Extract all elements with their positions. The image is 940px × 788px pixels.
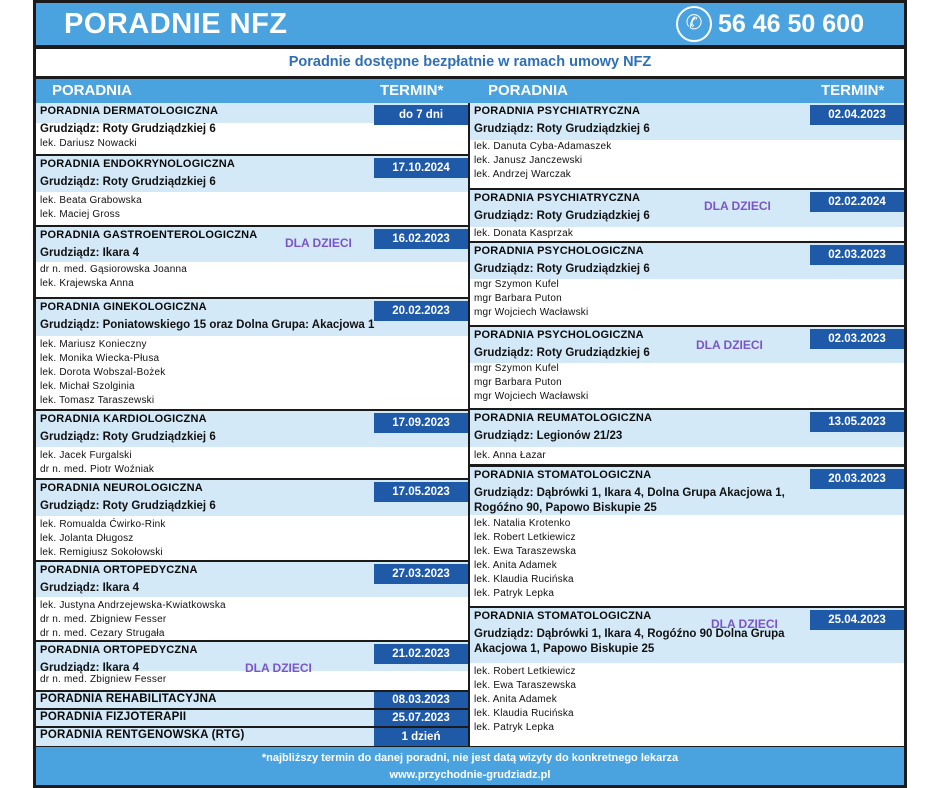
clinic-address: Grudziądz: Legionów 21/23 [474,430,623,442]
clinic-address: Grudziądz: Roty Grudziądzkiej 6 [474,123,650,135]
clinic-address: Grudziądz: Ikara 4 [40,582,140,594]
clinic-card[interactable] [36,156,468,225]
clinic-name: PORADNIA ENDOKRYNOLOGICZNA [40,158,236,170]
clinic-card[interactable] [36,728,468,746]
clinic-name: PORADNIA GASTROENTEROLOGICZNA [40,229,258,241]
term-badge: 20.02.2023 [374,301,468,321]
clinic-name: PORADNIA REUMATOLOGICZNA [474,412,653,424]
doctor-name: lek. Andrzej Warczak [474,169,571,180]
doctor-name: lek. Mariusz Konieczny [40,339,147,350]
clinic-address: Grudziądz: Roty Grudziądzkiej 6 [40,500,216,512]
clinic-name: PORADNIA PSYCHOLOGICZNA [474,245,644,257]
doctor-list [474,665,576,735]
term-badge: 02.04.2023 [810,105,904,125]
doctor-name: lek. Ewa Taraszewska [474,680,577,691]
doctor-list [474,140,612,182]
doctor-list [474,449,546,463]
clinic-name: PORADNIA PSYCHIATRYCZNA [474,192,641,204]
kids-label: DLA DZIECI [704,199,771,213]
doctor-name: mgr Barbara Puton [474,377,562,388]
term-badge: 25.07.2023 [374,710,468,726]
term-badge: 21.02.2023 [374,644,468,664]
doctor-name: mgr Barbara Puton [474,293,562,304]
clinic-card[interactable] [470,410,904,464]
doctor-name: mgr Szymon Kufel [474,279,559,290]
term-badge: 02.03.2023 [810,329,904,349]
kids-label: DLA DZIECI [245,661,312,675]
doctor-name: lek. Klaudia Rucińska [474,708,574,719]
doctor-name: lek. Donata Kasprzak [474,228,574,239]
term-badge: 1 dzień [374,728,468,746]
doctor-name: lek. Dorota Wobszal-Bożek [40,367,166,378]
doctor-list [474,362,588,404]
page-header [36,3,904,45]
term-badge: 02.02.2024 [810,192,904,212]
clinic-card[interactable] [470,103,904,188]
clinic-name: PORADNIA STOMATOLOGICZNA [474,610,652,622]
clinic-name: PORADNIA REHABILITACYJNA [40,693,217,705]
doctor-list [40,194,142,222]
clinic-address: Grudziądz: Roty Grudziądzkiej 6 [474,347,650,359]
doctor-name: lek. Ewa Taraszewska [474,546,577,557]
clinic-card[interactable] [36,642,468,690]
clinic-address: Grudziądz: Ikara 4 [40,662,140,674]
doctor-name: lek. Maciej Gross [40,209,121,220]
left-term-header: TERMIN* [380,82,444,99]
doctor-name: mgr Wojciech Wacławski [474,391,589,402]
doctor-name: lek. Remigiusz Sokołowski [40,547,163,558]
doctor-name: lek. Monika Wiecka-Płusa [40,353,160,364]
doctor-name: lek. Danuta Cyba-Adamaszek [474,141,612,152]
doctor-name: lek. Patryk Lepka [474,588,555,599]
term-badge: 25.04.2023 [810,610,904,630]
doctor-name: lek. Dariusz Nowacki [40,138,137,149]
doctor-list [40,449,154,477]
term-badge: 17.09.2023 [374,413,468,433]
clinic-card[interactable] [36,299,468,409]
clinic-name: PORADNIA PSYCHOLOGICZNA [474,329,644,341]
clinic-card[interactable] [470,190,904,241]
doctor-name: lek. Natalia Krotenko [474,518,571,529]
clinic-name: PORADNIA GINEKOLOGICZNA [40,301,207,313]
doctor-name: dr n. med. Gąsiorowska Joanna [40,264,187,275]
doctor-name: lek. Justyna Andrzejewska-Kwiatkowska [40,600,226,611]
clinic-name: PORADNIA NEUROLOGICZNA [40,482,203,494]
clinic-card[interactable] [36,103,468,154]
footer-note: *najbliższy termin do danej poradni, nie jest datą wizyty do konkretnego lekarza [261,752,679,764]
term-badge: 20.03.2023 [810,469,904,489]
clinic-name: PORADNIA KARDIOLOGICZNA [40,413,207,425]
doctor-name: dr n. med. Zbigniew Fesser [40,674,167,685]
doctor-list [40,599,226,641]
clinic-name: PORADNIA ORTOPEDYCZNA [40,644,198,656]
clinic-address: Grudziądz: Roty Grudziądzkiej 6 [40,431,216,443]
doctor-name: lek. Anita Adamek [474,560,557,571]
clinic-card[interactable] [470,608,904,746]
clinic-card[interactable] [36,562,468,640]
doctor-name: lek. Anita Adamek [474,694,557,705]
page-title: PORADNIE NFZ [64,8,288,40]
doctor-name: lek. Robert Letkiewicz [474,666,576,677]
doctor-list [40,263,187,291]
right-clinic-list [470,103,904,746]
clinic-name: PORADNIA PSYCHIATRYCZNA [474,105,641,117]
doctor-name: dr n. med. Cezary Strugała [40,628,165,639]
doctor-name: dr n. med. Zbigniew Fesser [40,614,167,625]
doctor-list [40,137,137,151]
clinic-address: Grudziądz: Dąbrówki 1, Ikara 4, Dolna Grupa Akacjowa 1, Rogóźno 90, Papowo Biskupie 25 [474,487,785,514]
doctor-name: mgr Wojciech Wacławski [474,307,589,318]
doctor-list [40,673,166,687]
doctor-name: lek. Anna Łazar [474,450,546,461]
doctor-name: lek. Robert Letkiewicz [474,532,576,543]
clinic-name: PORADNIA ORTOPEDYCZNA [40,564,198,576]
doctor-list [474,517,576,601]
clinic-name: PORADNIA DERMATOLOGICZNA [40,105,219,117]
term-badge: do 7 dni [374,105,468,125]
clinic-card[interactable] [36,411,468,478]
doctor-name: mgr Szymon Kufel [474,363,559,374]
clinic-card[interactable] [470,243,904,325]
page-footer [36,747,904,785]
left-clinic-list [36,103,468,746]
doctor-name: lek. Tomasz Taraszewski [40,395,155,406]
clinic-name: PORADNIA RENTGENOWSKA (RTG) [40,729,245,741]
kids-label: DLA DZIECI [285,236,352,250]
clinic-card[interactable] [36,710,468,726]
footer-url[interactable]: www.przychodnie-grudziadz.pl [389,769,551,781]
left-clinic-header: PORADNIA [52,82,133,99]
clinic-card[interactable] [36,227,468,297]
term-badge: 08.03.2023 [374,692,468,708]
kids-label: DLA DZIECI [711,617,778,631]
clinic-name: PORADNIA FIZJOTERAPII [40,711,187,723]
doctor-name: lek. Beata Grabowska [40,195,142,206]
term-badge: 13.05.2023 [810,412,904,432]
column-headers [36,79,904,103]
doctor-name: dr n. med. Piotr Woźniak [40,464,155,475]
clinic-address: Grudziądz: Ikara 4 [40,247,140,259]
clinic-address: Grudziądz: Dąbrówki 1, Ikara 4, Rogóźno 90 Dolna Grupa Akacjowa 1, Papowo Biskupie 25 [474,628,785,655]
phone-number[interactable]: 56 46 50 600 [718,10,864,38]
clinic-address: Grudziądz: Roty Grudziądzkiej 6 [474,210,650,222]
term-badge: 17.10.2024 [374,158,468,178]
doctor-name: lek. Romualda Ćwirko-Rink [40,519,166,530]
clinic-card[interactable] [36,480,468,560]
right-term-header: TERMIN* [821,82,885,99]
doctor-name: lek. Jolanta Długosz [40,533,134,544]
doctor-list [474,278,588,320]
clinic-card[interactable] [36,692,468,708]
phone-icon: ✆ [676,6,712,42]
doctor-list [474,227,573,241]
kids-label: DLA DZIECI [696,338,763,352]
doctor-name: lek. Janusz Janczewski [474,155,583,166]
page-subtitle: Poradnie dostępne bezpłatnie w ramach umowy NFZ [36,49,904,76]
clinic-address: Grudziądz: Poniatowskiego 15 oraz Dolna Grupa: Akacjowa 1 [40,319,375,331]
clinic-address: Grudziądz: Roty Grudziądzkiej 6 [40,123,216,135]
clinic-address: Grudziądz: Roty Grudziądzkiej 6 [474,263,650,275]
term-badge: 27.03.2023 [374,564,468,584]
doctor-name: lek. Klaudia Rucińska [474,574,574,585]
right-clinic-header: PORADNIA [488,82,569,99]
clinic-card[interactable] [470,467,904,606]
clinic-name: PORADNIA STOMATOLOGICZNA [474,469,652,481]
doctor-name: lek. Krajewska Anna [40,278,134,289]
doctor-list [40,518,166,560]
term-badge: 02.03.2023 [810,245,904,265]
doctor-name: lek. Patryk Lepka [474,722,555,733]
doctor-name: lek. Michał Szolginia [40,381,135,392]
term-badge: 16.02.2023 [374,229,468,249]
doctor-list [40,338,165,408]
clinic-address: Grudziądz: Roty Grudziądzkiej 6 [40,176,216,188]
clinic-card[interactable] [470,327,904,408]
term-badge: 17.05.2023 [374,482,468,502]
doctor-name: lek. Jacek Furgalski [40,450,132,461]
